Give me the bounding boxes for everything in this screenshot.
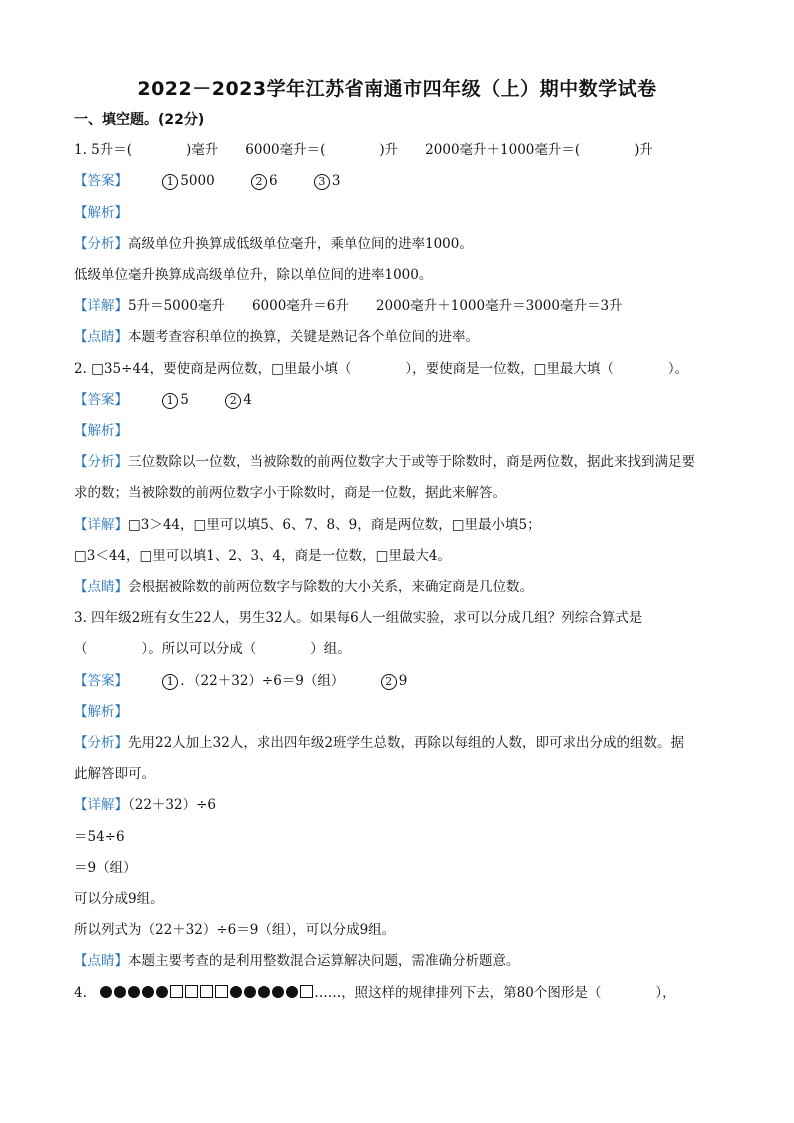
empty-square-icon [300, 985, 313, 998]
question-3-step: ＝9（组） [74, 860, 137, 876]
question-1-xiangjie: 【详解】5升＝5000毫升 6000毫升＝6升 2000毫升＋1000毫升＝3000毫升＝3升 [74, 298, 623, 314]
question-4-tail: ……，照这样的规律排列下去，第80个图形是（ ）， [314, 985, 676, 1001]
circled-number-icon: 1 [162, 674, 178, 690]
question-3-fenxi-cont: 此解答即可。 [74, 766, 155, 782]
question-2-fenxi-cont: 求的数；当被除数的前两位数字小于除数时，商是一位数，据此来解答。 [74, 485, 506, 501]
question-2-dianjing: 【点睛】会根据被除数的前两位数字与除数的大小关系，来确定商是几位数。 [74, 579, 533, 595]
question-3-dianjing: 【点睛】本题主要考查的是利用整数混合运算解决问题，需准确分析题意。 [74, 953, 520, 969]
question-3-step: ＝54÷6 [74, 829, 125, 845]
answer-item: 1 ．（22＋32）÷6＝9（组） [162, 672, 344, 690]
question-number: 4. [74, 985, 87, 1001]
page-title: 2022－2023学年江苏省南通市四年级（上）期中数学试卷 [137, 78, 657, 100]
question-1-fenxi: 【分析】高级单位升换算成低级单位毫升，乘单位间的进率1000。 [74, 236, 473, 252]
jiexi-tag: 【解析】 [74, 205, 128, 221]
question-2-text: 2. □35÷44，要使商是两位数，□里最小填（ ），要使商是一位数，□里最大填（ ）。 [74, 361, 689, 377]
circled-number-icon: 1 [162, 393, 178, 409]
shape-pattern [99, 984, 314, 1002]
question-2-xiangjie-cont: □3＜44，□里可以填1、2、3、4，商是一位数，□里最大4。 [74, 548, 451, 564]
filled-circle-icon [230, 986, 242, 998]
question-3-step: 可以分成9组。 [74, 891, 164, 907]
question-3-xiangjie: 【详解】（22＋32）÷6 [74, 797, 217, 813]
empty-square-icon [185, 985, 198, 998]
answer-item: 1 5000 [162, 172, 214, 190]
circled-number-icon: 2 [381, 674, 397, 690]
circled-number-icon: 2 [225, 393, 241, 409]
filled-circle-icon [114, 986, 126, 998]
filled-circle-icon [272, 986, 284, 998]
question-3-answer [74, 672, 734, 690]
filled-circle-icon [100, 986, 112, 998]
circled-number-icon: 2 [251, 174, 267, 190]
answer-item: 2 6 [251, 172, 278, 190]
answer-tag: 【答案】 [74, 673, 128, 689]
jiexi-tag: 【解析】 [74, 423, 128, 439]
question-2-fenxi: 【分析】三位数除以一位数，当被除数的前两位数字大于或等于除数时，商是两位数，据此来找到满足要 [74, 454, 695, 470]
filled-circle-icon [258, 986, 270, 998]
question-1-dianjing: 【点睛】本题考查容积单位的换算，关键是熟记各个单位间的进率。 [74, 329, 479, 345]
empty-square-icon [170, 985, 183, 998]
answer-item: 2 9 [381, 672, 408, 690]
question-4-text [74, 984, 734, 1002]
question-3-text-cont: （ ）。所以可以分成（ ）组。 [74, 641, 351, 657]
section-heading: 一、填空题。(22分) [74, 112, 205, 128]
question-3-text: 3. 四年级2班有女生22人，男生32人。如果每6人一组做实验，求可以分成几组？列综合算式是 [74, 610, 643, 626]
empty-square-icon [215, 985, 228, 998]
filled-circle-icon [128, 986, 140, 998]
question-2-answer [74, 391, 734, 409]
jiexi-tag: 【解析】 [74, 704, 128, 720]
question-2-xiangjie: 【详解】□3＞44，□里可以填5、6、7、8、9，商是两位数，□里最小填5； [74, 517, 541, 533]
answer-item: 2 4 [225, 391, 252, 409]
question-1-answer [74, 172, 734, 190]
filled-circle-icon [142, 986, 154, 998]
empty-square-icon [200, 985, 213, 998]
circled-number-icon: 1 [162, 174, 178, 190]
filled-circle-icon [244, 986, 256, 998]
question-3-step: 所以列式为（22＋32）÷6＝9（组），可以分成9组。 [74, 922, 396, 938]
circled-number-icon: 3 [314, 174, 330, 190]
question-1-text: 1. 5升＝( )毫升 6000毫升＝( )升 2000毫升＋1000毫升＝( )升 [74, 142, 653, 158]
question-1-fenxi-cont: 低级单位毫升换算成高级单位升，除以单位间的进率1000。 [74, 267, 433, 283]
answer-item: 1 5 [162, 391, 189, 409]
answer-tag: 【答案】 [74, 173, 128, 189]
filled-circle-icon [286, 986, 298, 998]
answer-tag: 【答案】 [74, 392, 128, 408]
answer-item: 3 3 [314, 172, 341, 190]
question-3-fenxi: 【分析】先用22人加上32人，求出四年级2班学生总数，再除以每组的人数，即可求出分成的组数。据 [74, 735, 684, 751]
filled-circle-icon [156, 986, 168, 998]
